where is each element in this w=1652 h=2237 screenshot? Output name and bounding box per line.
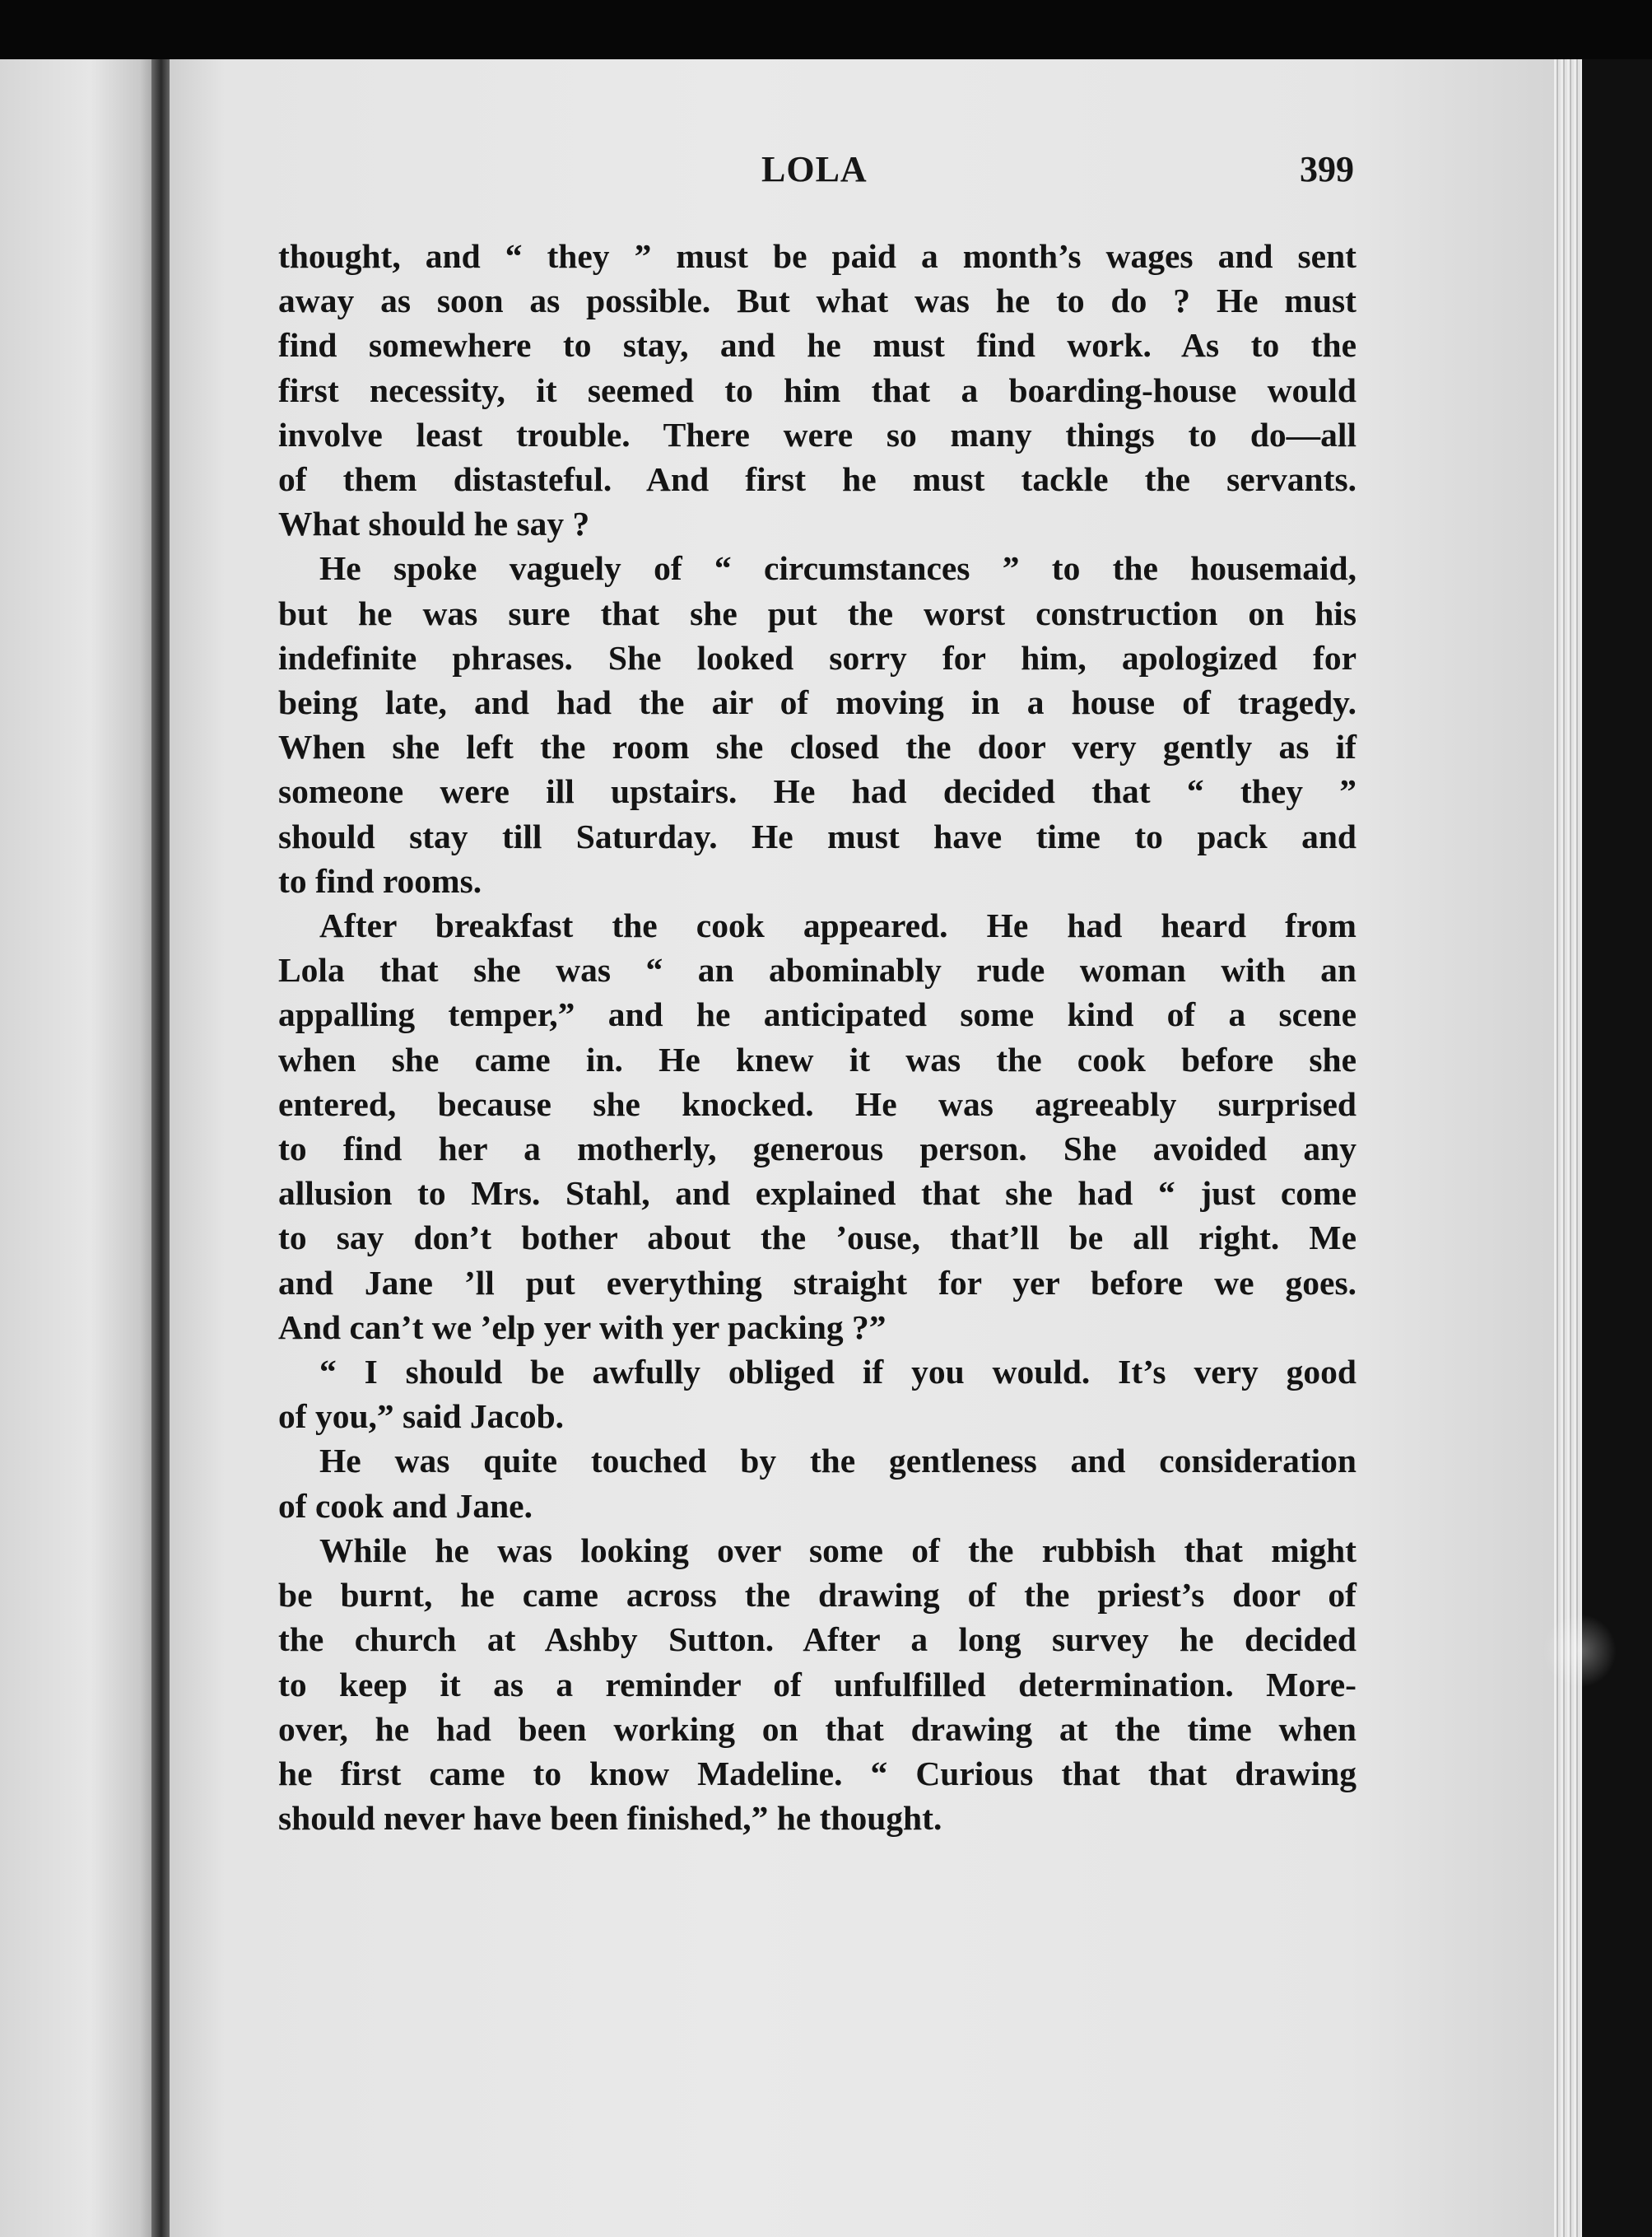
scan-top-border	[0, 0, 1652, 66]
text-line: “ I should be awfully obliged if you would. It’s very good	[319, 1353, 1357, 1391]
text-line: but he was sure that she put the worst construction on his	[278, 594, 1357, 632]
light-flare	[1543, 1614, 1617, 1688]
text-line: appalling temper,” and he anticipated some kind of a scene	[278, 995, 1357, 1034]
text-line: allusion to Mrs. Stahl, and explained that she had “ just come	[278, 1174, 1357, 1213]
text-line: away as soon as possible. But what was he to do ? He must	[278, 282, 1357, 320]
paragraph	[278, 1349, 1357, 1438]
text-line: being late, and had the air of moving in a house of tragedy.	[278, 683, 1357, 722]
text-line: to find her a motherly, generous person. She avoided any	[278, 1130, 1357, 1168]
scan-right-border	[1582, 59, 1652, 2237]
text-line: indefinite phrases. She looked sorry for him, apologized for	[278, 638, 1357, 677]
text-line: Lola that she was “ an abominably rude woman with an	[278, 951, 1357, 990]
page-edge-stack	[1554, 59, 1582, 2237]
text-line: entered, because she knocked. He was agreeably surprised	[278, 1084, 1357, 1123]
running-head-title: LOLA	[761, 149, 868, 189]
text-line: over, he had been working on that drawing at the time when	[278, 1709, 1357, 1748]
text-line: of them distasteful. And first he must tackle the servants.	[278, 460, 1357, 499]
text-line: When she left the room she closed the door very gently as if	[278, 728, 1357, 767]
text-line: the church at Ashby Sutton. After a long survey he decided	[278, 1620, 1357, 1659]
text-line: to keep it as a reminder of unfulfilled determination. More-	[278, 1665, 1357, 1703]
text-line: and Jane ’ll put everything straight for yer before we goes.	[278, 1263, 1357, 1302]
paragraph	[278, 1438, 1357, 1527]
text-line: he first came to know Madeline. “ Curious that that drawing	[278, 1754, 1357, 1792]
paragraph	[278, 234, 1357, 546]
text-line: And can’t we ’elp yer with yer packing ?”	[278, 1307, 886, 1346]
text-line: should stay till Saturday. He must have time to pack and	[278, 817, 1357, 855]
text-line: What should he say ?	[278, 505, 590, 543]
paragraph	[278, 546, 1357, 903]
text-line: to find rooms.	[278, 861, 482, 900]
text-line: find somewhere to stay, and he must find work. As to the	[278, 326, 1357, 365]
text-line: thought, and “ they ” must be paid a month’s wages and sent	[278, 237, 1357, 275]
text-line: to say don’t bother about the ’ouse, that’ll be all right. Me	[278, 1219, 1357, 1257]
text-line: of cook and Jane.	[278, 1486, 533, 1525]
text-line: He spoke vaguely of “ circumstances ” to the housemaid,	[319, 549, 1357, 588]
running-head	[280, 145, 1354, 194]
text-line: be burnt, he came across the drawing of the priest’s door of	[278, 1576, 1357, 1615]
text-line: After breakfast the cook appeared. He had heard from	[319, 906, 1357, 945]
text-line: should never have been finished,” he thought.	[278, 1799, 942, 1838]
text-line: of you,” said Jacob.	[278, 1397, 565, 1436]
facing-page	[0, 59, 165, 2237]
paragraph	[278, 903, 1357, 1349]
text-line: first necessity, it seemed to him that a boarding-house would	[278, 371, 1357, 409]
paragraph	[278, 1528, 1357, 1840]
body-text	[278, 234, 1357, 1840]
text-line: involve least trouble. There were so many things to do—all	[278, 415, 1357, 454]
text-line: when she came in. He knew it was the cook before she	[278, 1040, 1357, 1079]
page-number: 399	[1300, 149, 1354, 189]
text-line: While he was looking over some of the rubbish that might	[319, 1531, 1357, 1569]
text-line: someone were ill upstairs. He had decided that “ they ”	[278, 772, 1357, 811]
text-line: He was quite touched by the gentleness and consideration	[319, 1442, 1357, 1480]
